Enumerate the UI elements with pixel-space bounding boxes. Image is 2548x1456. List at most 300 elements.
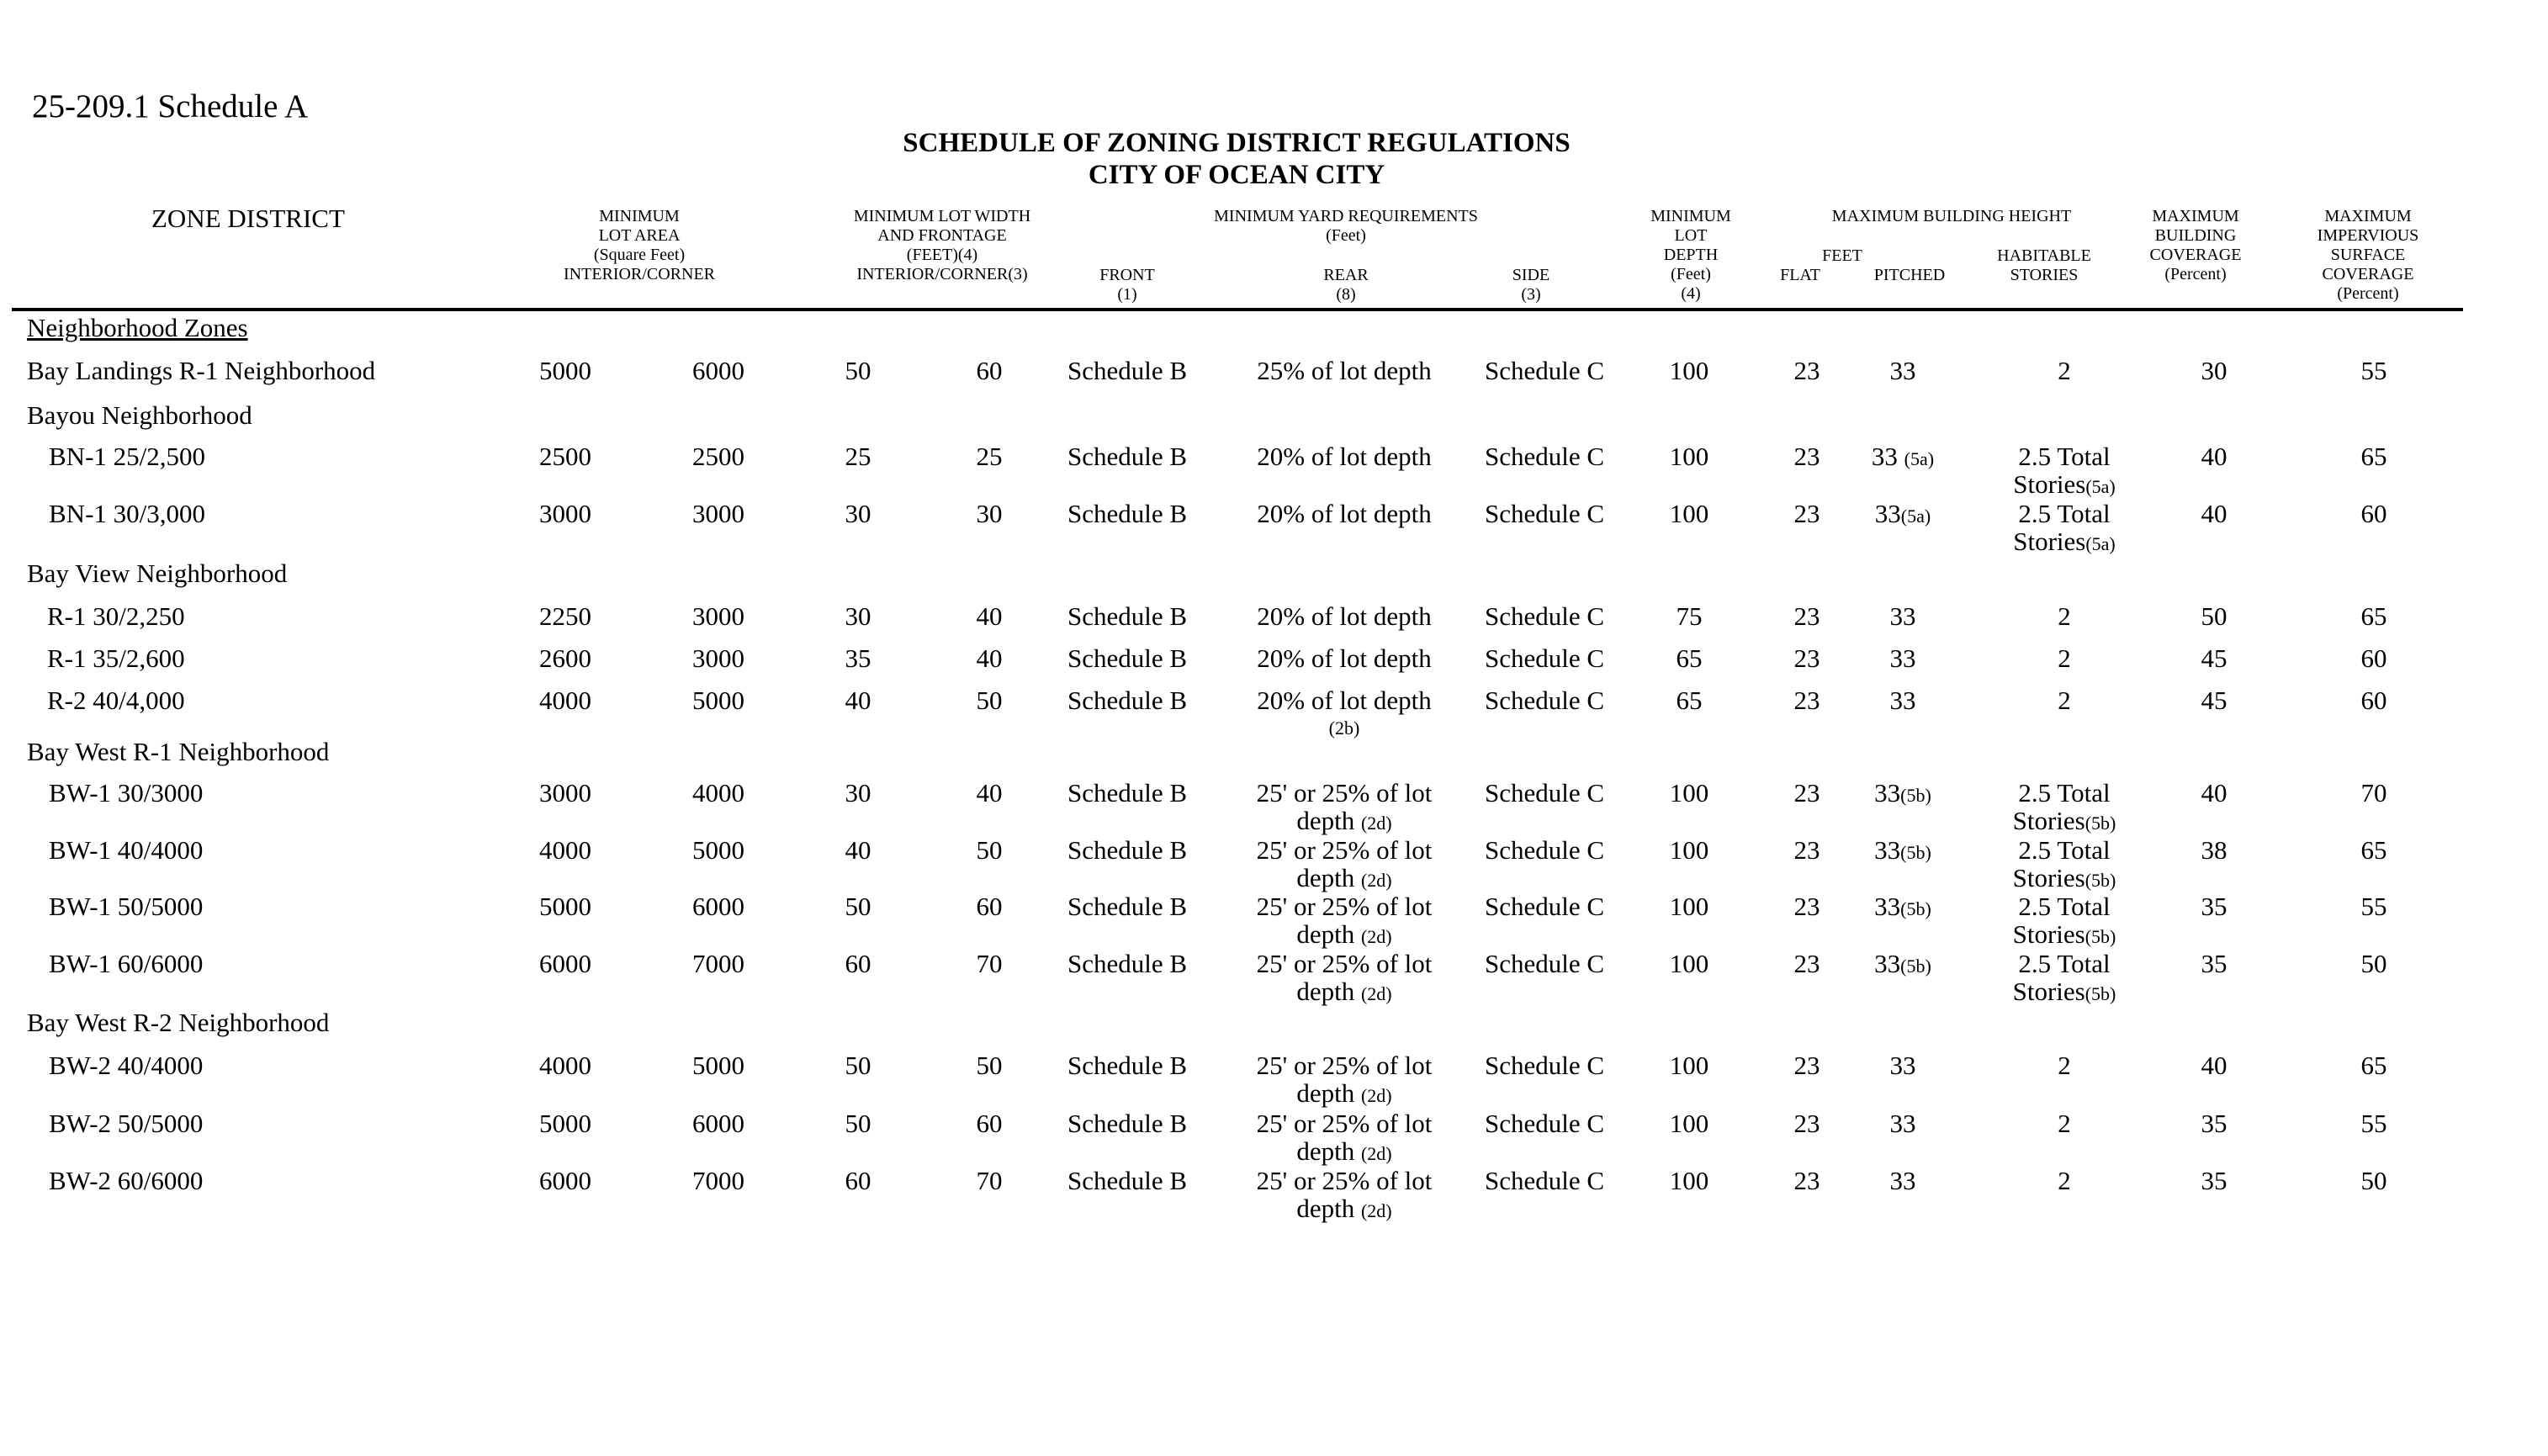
flat-cell: 23 [1793, 778, 1820, 807]
stories-cell [1980, 892, 2148, 950]
header-line: (Feet) [1671, 265, 1711, 283]
flat-cell: 23 [1793, 835, 1820, 865]
width-int-cell: 50 [845, 1109, 871, 1138]
header-line: (Percent) [2164, 265, 2227, 283]
header-line: SURFACE [2330, 246, 2406, 264]
area-int-cell: 4000 [539, 1051, 591, 1080]
footnote-ref: (2d) [1360, 870, 1392, 891]
footnote-ref: (5b) [2084, 813, 2116, 834]
area-cor-cell: 3000 [692, 499, 744, 528]
pitched-value: 33 [1871, 442, 1904, 471]
header-line: MINIMUM LOT WIDTH [853, 207, 1031, 225]
impervious-cell: 65 [2360, 442, 2387, 471]
rear-line [1218, 714, 1470, 742]
rear-line-text: depth [1296, 806, 1361, 835]
pitched-value: 33 [1889, 686, 1916, 715]
pitched-cell [1836, 950, 1970, 980]
width-cor-cell: 40 [976, 643, 1003, 673]
side-cell: Schedule C [1484, 1166, 1605, 1195]
depth-cell: 100 [1669, 499, 1709, 528]
area-cor-cell: 5000 [692, 835, 744, 865]
impervious-cell: 65 [2360, 1051, 2387, 1080]
area-int-cell: 2500 [539, 442, 591, 471]
header-line: (Square Feet) [593, 246, 686, 264]
area-int-cell: 5000 [539, 356, 591, 385]
footnote-ref: (2d) [1360, 1085, 1392, 1106]
rear-cell [1218, 602, 1470, 630]
header-line: MAXIMUM [2324, 207, 2412, 225]
side-cell: Schedule C [1484, 356, 1605, 385]
front-cell: Schedule B [1067, 835, 1188, 865]
pitched-value: 33 [1874, 835, 1901, 865]
section-label: Neighborhood Zones [27, 313, 248, 342]
flat-cell: 23 [1793, 686, 1820, 715]
pitched-cell [1836, 1109, 1970, 1140]
footnote-ref: (5b) [2084, 870, 2116, 891]
footnote-ref: (5a) [2085, 533, 2116, 554]
depth-cell: 100 [1669, 1166, 1709, 1195]
width-int-cell: 35 [845, 643, 871, 673]
stories-line: 2 [2058, 601, 2071, 631]
area-cor-cell: 5000 [692, 686, 744, 715]
stories-line: 2.5 Total [2018, 499, 2111, 528]
pitched-cell [1836, 1167, 1970, 1197]
front-cell: Schedule B [1067, 949, 1188, 978]
section-id: 25-209.1 Schedule A [32, 88, 309, 124]
rear-line: 25' or 25% of lot [1256, 1109, 1433, 1138]
header-line: (8) [1336, 285, 1356, 304]
impervious-cell: 50 [2360, 1166, 2387, 1195]
zone-cell: BW-2 60/6000 [49, 1166, 204, 1195]
flat-cell: 23 [1793, 643, 1820, 673]
width-int-cell: 40 [845, 835, 871, 865]
area-int-cell: 2600 [539, 643, 591, 673]
zone-cell: BW-2 50/5000 [49, 1109, 204, 1138]
stories-cell [1980, 1167, 2148, 1194]
stories-cell [1980, 644, 2148, 672]
header-min-lot-width [808, 207, 1077, 284]
side-cell: Schedule C [1484, 1109, 1605, 1138]
pitched-value: 33 [1889, 1051, 1916, 1080]
pitched-cell [1836, 892, 1970, 923]
flat-cell: 23 [1793, 892, 1820, 921]
pitched-cell [1836, 644, 1970, 675]
zone-cell: R-2 40/4,000 [47, 686, 185, 715]
header-line: STORIES [2010, 266, 2079, 284]
section-label: Bay View Neighborhood [27, 559, 288, 588]
area-cor-cell: 6000 [692, 356, 744, 385]
side-cell: Schedule C [1484, 643, 1605, 673]
header-max-impervious [2305, 207, 2431, 304]
rear-line-text: depth [1296, 1136, 1361, 1166]
area-cor-cell: 6000 [692, 1109, 744, 1138]
flat-cell: 23 [1793, 1051, 1820, 1080]
stories-line: 2 [2058, 356, 2071, 385]
pitched-cell [1836, 357, 1970, 387]
stories-cell [1980, 950, 2148, 1008]
area-int-cell: 6000 [539, 1166, 591, 1195]
width-cor-cell: 60 [976, 892, 1003, 921]
stories-line [1980, 920, 2148, 950]
rear-line: 20% of lot depth [1257, 601, 1432, 631]
rear-line: 25' or 25% of lot [1256, 1051, 1433, 1080]
area-int-cell: 4000 [539, 835, 591, 865]
depth-cell: 65 [1676, 686, 1703, 715]
header-line: MINIMUM [1650, 207, 1731, 225]
rear-line: 20% of lot depth [1257, 442, 1432, 471]
zone-cell: R-1 35/2,600 [47, 643, 185, 673]
header-line: LOT [1674, 226, 1708, 245]
impervious-cell: 55 [2360, 1109, 2387, 1138]
pitched-value: 33 [1889, 356, 1916, 385]
width-cor-cell: 70 [976, 1166, 1003, 1195]
area-cor-cell: 7000 [692, 949, 744, 978]
zone-cell: BW-1 50/5000 [49, 892, 204, 921]
width-cor-cell: 40 [976, 778, 1003, 807]
rear-cell [1218, 686, 1470, 742]
header-line: MAXIMUM [2152, 207, 2239, 225]
header-line: SIDE [1512, 266, 1550, 284]
header-line: (3) [1521, 285, 1541, 304]
pitched-value: 33 [1889, 643, 1916, 673]
footnote-ref: (2d) [1360, 1200, 1392, 1221]
footnote-ref: (2d) [1360, 926, 1392, 947]
depth-cell: 100 [1669, 892, 1709, 921]
area-cor-cell: 5000 [692, 1051, 744, 1080]
header-line: REAR [1323, 266, 1369, 284]
coverage-cell: 40 [2201, 442, 2228, 471]
rear-cell [1218, 644, 1470, 672]
header-front [1077, 266, 1178, 304]
depth-cell: 75 [1676, 601, 1703, 631]
front-cell: Schedule B [1067, 499, 1188, 528]
rear-line [1218, 807, 1470, 837]
width-int-cell: 50 [845, 892, 871, 921]
stories-line: 2.5 Total [2018, 892, 2111, 921]
rear-line [1218, 864, 1470, 894]
side-cell: Schedule C [1484, 442, 1605, 471]
pitched-cell [1836, 836, 1970, 866]
impervious-cell: 55 [2360, 356, 2387, 385]
footnote-ref: (5a) [2085, 476, 2116, 497]
header-line: LOT AREA [598, 226, 681, 245]
pitched-value: 33 [1889, 601, 1916, 631]
header-rear [1295, 266, 1396, 304]
coverage-cell: 40 [2201, 1051, 2228, 1080]
stories-line: 2.5 Total [2018, 442, 2111, 471]
rear-cell [1218, 1051, 1470, 1109]
front-cell: Schedule B [1067, 643, 1188, 673]
rear-line: 20% of lot depth [1257, 643, 1432, 673]
header-line: COVERAGE [2149, 246, 2242, 264]
side-cell: Schedule C [1484, 601, 1605, 631]
depth-cell: 100 [1669, 356, 1709, 385]
area-int-cell: 2250 [539, 601, 591, 631]
coverage-cell: 45 [2201, 643, 2228, 673]
stories-cell [1980, 686, 2148, 714]
stories-line-text: Stories [2012, 977, 2085, 1006]
header-flat: FLAT [1780, 266, 1820, 284]
flat-cell: 23 [1793, 1166, 1820, 1195]
header-min-lot-area [538, 207, 740, 284]
width-cor-cell: 50 [976, 835, 1003, 865]
stories-line: 2 [2058, 1166, 2071, 1195]
rear-line [1218, 1079, 1470, 1109]
impervious-cell: 65 [2360, 835, 2387, 865]
flat-cell: 23 [1793, 499, 1820, 528]
width-cor-cell: 40 [976, 601, 1003, 631]
stories-cell [1980, 602, 2148, 630]
rear-line: 25% of lot depth [1257, 356, 1432, 385]
area-int-cell: 6000 [539, 949, 591, 978]
impervious-cell: 70 [2360, 778, 2387, 807]
header-line: INTERIOR/CORNER(3) [856, 265, 1028, 283]
rear-line: 20% of lot depth [1257, 686, 1432, 715]
area-cor-cell: 4000 [692, 778, 744, 807]
depth-cell: 100 [1669, 835, 1709, 865]
stories-line [1980, 527, 2148, 558]
header-pitched: PITCHED [1873, 266, 1946, 284]
zone-cell: BW-2 40/4000 [49, 1051, 204, 1080]
header-side [1481, 266, 1581, 304]
width-int-cell: 25 [845, 442, 871, 471]
header-line: FRONT [1099, 266, 1155, 284]
stories-line-text: Stories [2012, 863, 2085, 892]
side-cell: Schedule C [1484, 835, 1605, 865]
header-line: (Percent) [2337, 284, 2399, 303]
pitched-value: 33 [1889, 1109, 1916, 1138]
zone-cell: BN-1 30/3,000 [49, 499, 205, 528]
section-label: Bay West R-1 Neighborhood [27, 737, 330, 766]
area-int-cell: 5000 [539, 1109, 591, 1138]
header-max-height: MAXIMUM BUILDING HEIGHT [1831, 207, 2072, 225]
stories-line: 2 [2058, 1109, 2071, 1138]
header-line: BUILDING [2154, 226, 2237, 245]
depth-cell: 100 [1669, 949, 1709, 978]
flat-cell: 23 [1793, 356, 1820, 385]
rear-cell [1218, 1109, 1470, 1167]
stories-line [1980, 807, 2148, 837]
header-line: (FEET)(4) [906, 246, 978, 264]
width-int-cell: 60 [845, 1166, 871, 1195]
rear-cell [1218, 950, 1470, 1008]
rear-cell [1218, 442, 1470, 470]
impervious-cell: 50 [2360, 949, 2387, 978]
stories-cell [1980, 500, 2148, 558]
stories-cell [1980, 357, 2148, 384]
footnote-ref: (5b) [1900, 898, 1931, 919]
rear-cell [1218, 1167, 1470, 1225]
width-cor-cell: 60 [976, 356, 1003, 385]
width-cor-cell: 70 [976, 949, 1003, 978]
header-line: HABITABLE [1997, 246, 2091, 265]
rear-cell [1218, 836, 1470, 894]
side-cell: Schedule C [1484, 1051, 1605, 1080]
zone-cell: BN-1 25/2,500 [49, 442, 205, 471]
stories-line-text: Stories [2013, 527, 2086, 556]
width-int-cell: 30 [845, 601, 871, 631]
width-int-cell: 50 [845, 1051, 871, 1080]
header-line: COVERAGE [2322, 265, 2414, 283]
coverage-cell: 35 [2201, 1166, 2228, 1195]
stories-line: 2.5 Total [2018, 949, 2111, 978]
coverage-cell: 35 [2201, 949, 2228, 978]
footnote-ref: (5b) [1900, 842, 1931, 863]
pitched-cell [1836, 779, 1970, 809]
stories-cell [1980, 442, 2148, 500]
section-label: Bay West R-2 Neighborhood [27, 1008, 330, 1037]
rear-line [1218, 920, 1470, 950]
side-cell: Schedule C [1484, 949, 1605, 978]
area-int-cell: 3000 [539, 778, 591, 807]
front-cell: Schedule B [1067, 1166, 1188, 1195]
coverage-cell: 35 [2201, 1109, 2228, 1138]
width-cor-cell: 50 [976, 686, 1003, 715]
header-line: MINIMUM [599, 207, 680, 225]
stories-line-text: Stories [2012, 806, 2085, 835]
front-cell: Schedule B [1067, 778, 1188, 807]
rear-line: 25' or 25% of lot [1256, 949, 1433, 978]
stories-line: 2.5 Total [2018, 778, 2111, 807]
front-cell: Schedule B [1067, 892, 1188, 921]
pitched-cell [1836, 686, 1970, 717]
rear-line: 25' or 25% of lot [1256, 778, 1433, 807]
area-cor-cell: 3000 [692, 601, 744, 631]
header-rule [12, 308, 2463, 311]
depth-cell: 100 [1669, 1109, 1709, 1138]
coverage-cell: 40 [2201, 499, 2228, 528]
stories-line: 2 [2058, 1051, 2071, 1080]
document-subtitle: CITY OF OCEAN CITY [1088, 160, 1385, 190]
rear-line-text: depth [1296, 1194, 1361, 1223]
area-cor-cell: 6000 [692, 892, 744, 921]
side-cell: Schedule C [1484, 499, 1605, 528]
footnote-ref: (5b) [1900, 956, 1931, 977]
width-cor-cell: 30 [976, 499, 1003, 528]
flat-cell: 23 [1793, 601, 1820, 631]
stories-line [1980, 470, 2148, 500]
footnote-ref: (5b) [2084, 983, 2116, 1004]
stories-line [1980, 864, 2148, 894]
area-cor-cell: 2500 [692, 442, 744, 471]
pitched-cell [1836, 500, 1970, 530]
zone-cell: R-1 30/2,250 [47, 601, 185, 631]
front-cell: Schedule B [1067, 442, 1188, 471]
rear-line-text: depth [1296, 919, 1361, 949]
rear-line-text: (2b) [1328, 717, 1360, 739]
header-zone-district: ZONE DISTRICT [151, 204, 345, 233]
stories-line: 2 [2058, 686, 2071, 715]
stories-cell [1980, 836, 2148, 894]
rear-cell [1218, 357, 1470, 384]
footnote-ref: (2d) [1360, 983, 1392, 1004]
stories-line: 2 [2058, 643, 2071, 673]
coverage-cell: 35 [2201, 892, 2228, 921]
header-line: AND FRONTAGE [877, 226, 1007, 245]
impervious-cell: 60 [2360, 643, 2387, 673]
pitched-value: 33 [1889, 1166, 1916, 1195]
footnote-ref: (2d) [1360, 1143, 1392, 1164]
coverage-cell: 38 [2201, 835, 2228, 865]
width-cor-cell: 60 [976, 1109, 1003, 1138]
rear-line: 25' or 25% of lot [1256, 1166, 1433, 1195]
rear-line-text: depth [1296, 863, 1361, 892]
flat-cell: 23 [1793, 949, 1820, 978]
front-cell: Schedule B [1067, 601, 1188, 631]
rear-cell [1218, 779, 1470, 837]
stories-cell [1980, 1109, 2148, 1137]
depth-cell: 100 [1669, 778, 1709, 807]
width-cor-cell: 25 [976, 442, 1003, 471]
area-int-cell: 4000 [539, 686, 591, 715]
coverage-cell: 50 [2201, 601, 2228, 631]
impervious-cell: 60 [2360, 499, 2387, 528]
depth-cell: 100 [1669, 442, 1709, 471]
pitched-cell [1836, 1051, 1970, 1082]
footnote-ref: (5a) [1900, 506, 1931, 527]
header-line: (Feet) [1326, 226, 1366, 245]
coverage-cell: 30 [2201, 356, 2228, 385]
rear-line: 20% of lot depth [1257, 499, 1432, 528]
header-max-coverage [2137, 207, 2254, 284]
width-cor-cell: 50 [976, 1051, 1003, 1080]
pitched-cell [1836, 442, 1970, 473]
side-cell: Schedule C [1484, 686, 1605, 715]
document-title: SCHEDULE OF ZONING DISTRICT REGULATIONS [903, 128, 1571, 158]
side-cell: Schedule C [1484, 778, 1605, 807]
front-cell: Schedule B [1067, 356, 1188, 385]
area-cor-cell: 3000 [692, 643, 744, 673]
pitched-value: 33 [1874, 949, 1901, 978]
depth-cell: 65 [1676, 643, 1703, 673]
stories-cell [1980, 1051, 2148, 1079]
stories-line-text: Stories [2012, 919, 2085, 949]
width-int-cell: 30 [845, 499, 871, 528]
side-cell: Schedule C [1484, 892, 1605, 921]
impervious-cell: 65 [2360, 601, 2387, 631]
header-line: (4) [1681, 284, 1701, 303]
header-line: (1) [1117, 285, 1137, 304]
header-line: IMPERVIOUS [2317, 226, 2419, 245]
header-feet: FEET [1822, 246, 1862, 265]
stories-line-text: Stories [2013, 469, 2086, 499]
footnote-ref: (5b) [1900, 785, 1931, 806]
rear-line [1218, 1137, 1470, 1167]
footnote-ref: (5a) [1904, 448, 1935, 469]
footnote-ref: (2d) [1360, 813, 1392, 834]
width-int-cell: 30 [845, 778, 871, 807]
zone-cell: BW-1 60/6000 [49, 949, 204, 978]
rear-line: 25' or 25% of lot [1256, 892, 1433, 921]
footnote-ref: (5b) [2084, 926, 2116, 947]
header-habitable-stories [1968, 246, 2120, 285]
zone-cell: BW-1 30/3000 [49, 778, 204, 807]
area-int-cell: 5000 [539, 892, 591, 921]
rear-cell [1218, 892, 1470, 950]
front-cell: Schedule B [1067, 1109, 1188, 1138]
coverage-cell: 45 [2201, 686, 2228, 715]
width-int-cell: 50 [845, 356, 871, 385]
area-int-cell: 3000 [539, 499, 591, 528]
area-cor-cell: 7000 [692, 1166, 744, 1195]
rear-line [1218, 977, 1470, 1008]
header-line: DEPTH [1663, 246, 1719, 264]
width-int-cell: 40 [845, 686, 871, 715]
rear-cell [1218, 500, 1470, 527]
rear-line-text: depth [1296, 977, 1361, 1006]
pitched-value: 33 [1874, 778, 1901, 807]
header-line: INTERIOR/CORNER [564, 265, 715, 283]
